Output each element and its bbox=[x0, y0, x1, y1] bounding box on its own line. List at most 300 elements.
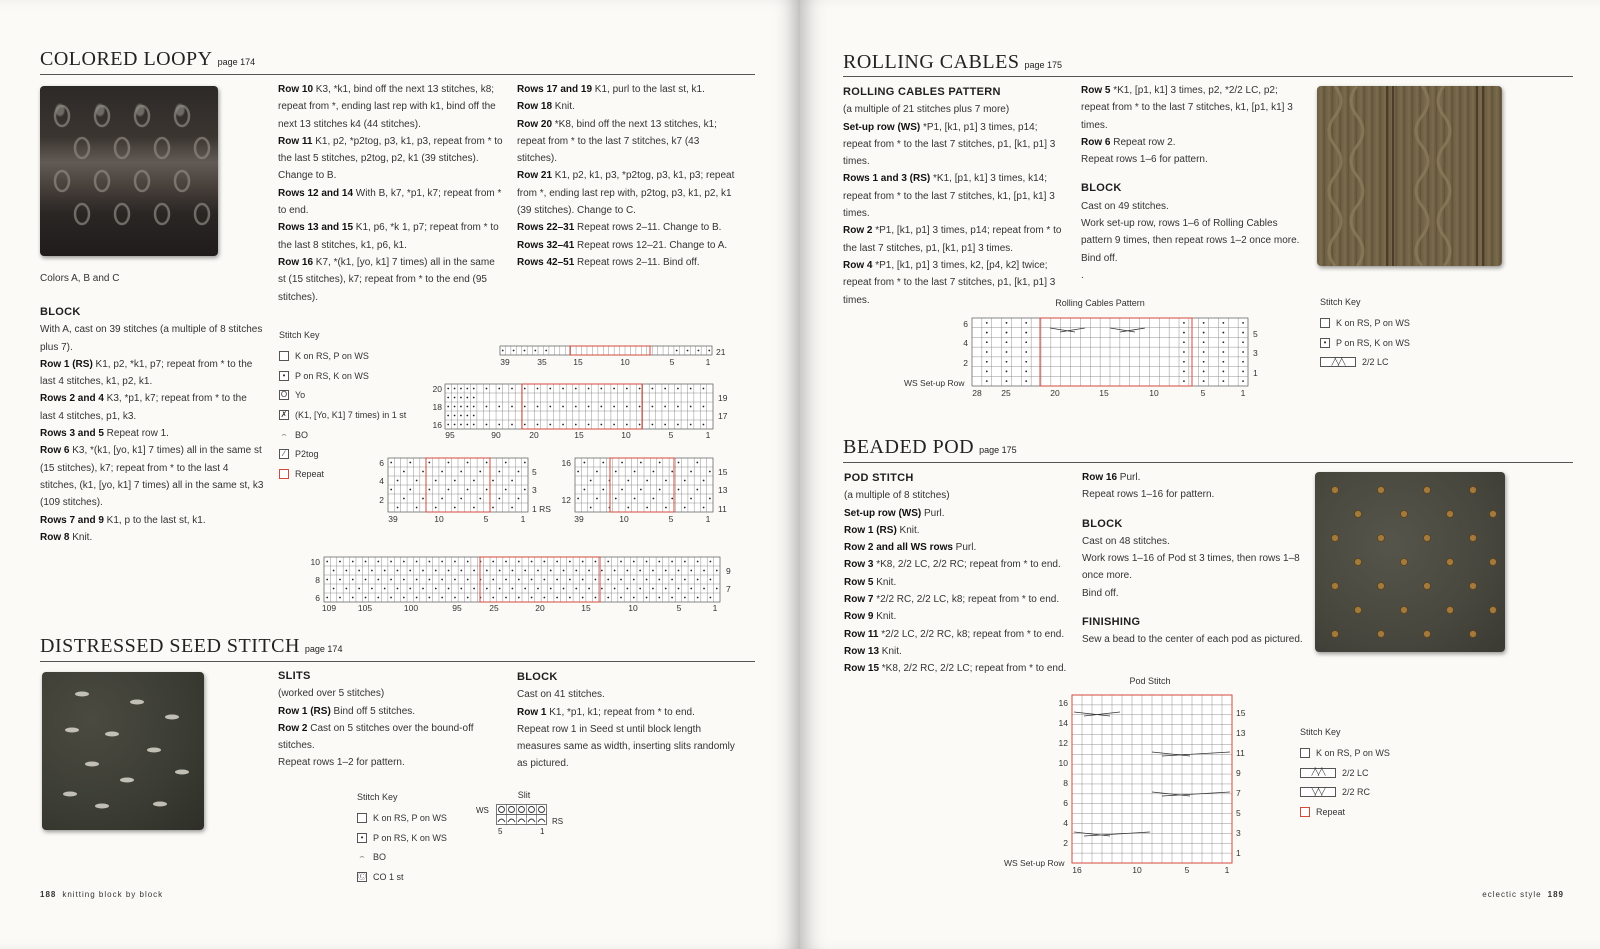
purl-dot bbox=[1006, 380, 1008, 382]
purl-dot bbox=[1025, 371, 1027, 373]
cables-col1 bbox=[843, 84, 1068, 309]
footer-text: knitting block by block bbox=[62, 890, 164, 899]
instruction-text: Repeat rows 1–6 for pattern. bbox=[1081, 154, 1208, 166]
purl-dot bbox=[518, 498, 520, 500]
instruction-line bbox=[517, 219, 742, 236]
subsection-heading: BLOCK bbox=[1081, 182, 1122, 195]
footer-text: eclectic style bbox=[1482, 890, 1542, 899]
subsection-heading: POD STITCH bbox=[844, 472, 914, 484]
instruction-line bbox=[1081, 198, 1306, 215]
purl-dot bbox=[511, 424, 513, 426]
row-label: Row 1 (RS) bbox=[278, 705, 331, 717]
purl-dot bbox=[428, 462, 430, 464]
purl-dot bbox=[678, 489, 680, 491]
purl-dot bbox=[690, 570, 692, 572]
instruction-line bbox=[278, 81, 503, 133]
slits-column bbox=[278, 668, 503, 772]
purl-dot bbox=[710, 579, 712, 581]
purl-dot bbox=[621, 462, 623, 464]
purl-dot bbox=[550, 588, 552, 590]
instruction-text: Repeat row 2. bbox=[1110, 136, 1176, 148]
section-rule bbox=[843, 462, 1573, 463]
instruction-line bbox=[843, 101, 1068, 118]
purl-dot bbox=[986, 351, 988, 353]
purl-dot bbox=[473, 507, 475, 509]
axis-label: 5 bbox=[1236, 808, 1241, 818]
purl-dot bbox=[1242, 371, 1244, 373]
purl-dot bbox=[403, 579, 405, 581]
instruction-line bbox=[40, 390, 265, 425]
axis-label: 16 bbox=[1072, 865, 1082, 875]
row-label: Row 10 bbox=[278, 84, 314, 95]
purl-dot bbox=[505, 561, 507, 563]
purl-dot bbox=[403, 561, 405, 563]
purl-dot bbox=[448, 489, 450, 491]
purl-dot bbox=[518, 471, 520, 473]
purl-dot bbox=[448, 462, 450, 464]
stitch-key-item bbox=[357, 867, 497, 887]
instruction-text: *K8, bind off the next 13 stitches, k1; repeat from * to the last 7 stitches, k7 (43 stitches). bbox=[517, 118, 717, 165]
purl-dot bbox=[339, 597, 341, 599]
chart-setup-label: WS Set-up Row bbox=[1004, 858, 1065, 868]
purl-dot bbox=[577, 471, 579, 473]
instruction-line bbox=[278, 254, 503, 306]
purl-dot bbox=[1222, 380, 1224, 382]
instruction-text: With B, k7, *p1, k7; repeat from * to end. bbox=[278, 187, 502, 217]
stitch-key-item bbox=[1300, 743, 1440, 763]
instruction-text: Bind off. bbox=[1082, 587, 1119, 599]
purl-dot bbox=[986, 361, 988, 363]
axis-label: 2 bbox=[379, 495, 384, 505]
instruction-text: K1, p2, *k1, p7; repeat from * to the last 4 stitches, k1, p2, k1. bbox=[40, 358, 253, 388]
purl-dot bbox=[358, 570, 360, 572]
axis-label: 17 bbox=[718, 411, 728, 421]
instruction-line bbox=[843, 222, 1068, 257]
purl-dot bbox=[690, 471, 692, 473]
purl-dot bbox=[473, 424, 475, 426]
subsection-heading: BLOCK bbox=[517, 671, 558, 683]
purl-dot bbox=[454, 597, 456, 599]
axis-label: 5 bbox=[1184, 865, 1190, 875]
purl-dot bbox=[602, 489, 604, 491]
row-label: Row 4 bbox=[843, 259, 873, 271]
stitch-key-label: K on RS, P on WS bbox=[373, 812, 447, 823]
stitch-key-label: Repeat bbox=[1316, 806, 1346, 817]
page-number: 188 bbox=[40, 890, 57, 899]
purl-dot bbox=[409, 489, 411, 491]
instruction-line bbox=[517, 237, 742, 254]
chart-axis-labels bbox=[1059, 698, 1069, 848]
purl-dot bbox=[511, 406, 513, 408]
purl-dot bbox=[492, 597, 494, 599]
purl-dot bbox=[454, 424, 456, 426]
purl-dot bbox=[1203, 332, 1205, 334]
purl-dot bbox=[653, 471, 655, 473]
purl-dot bbox=[1006, 371, 1008, 373]
purl-dot bbox=[665, 480, 667, 482]
axis-label: 2 bbox=[1063, 838, 1068, 848]
instruction-line bbox=[1082, 585, 1307, 602]
purl-dot bbox=[390, 579, 392, 581]
axis-label: 11 bbox=[718, 504, 727, 514]
purl-dot bbox=[371, 570, 373, 572]
purl-dot bbox=[358, 588, 360, 590]
row-label: Row 7 bbox=[844, 594, 874, 606]
purl-dot bbox=[390, 489, 392, 491]
purl-dot bbox=[479, 498, 481, 500]
purl-dot bbox=[409, 462, 411, 464]
stitch-key-item bbox=[1300, 763, 1440, 783]
axis-label: 15 bbox=[573, 357, 583, 367]
purl-dot bbox=[460, 415, 462, 417]
purl-dot bbox=[1242, 332, 1244, 334]
purl-dot bbox=[1203, 322, 1205, 324]
purl-dot bbox=[634, 471, 636, 473]
row-label: Row 3 bbox=[844, 559, 874, 571]
row-label: Rows 42–51 bbox=[517, 256, 575, 268]
purl-dot bbox=[371, 588, 373, 590]
purl-dot bbox=[577, 498, 579, 500]
chart-axis-labels bbox=[445, 430, 710, 440]
purl-dot bbox=[422, 498, 424, 500]
purl-dot bbox=[698, 350, 700, 352]
purl-dot bbox=[524, 588, 526, 590]
purl-dot bbox=[671, 498, 673, 500]
purl-dot bbox=[524, 570, 526, 572]
purl-dot bbox=[676, 350, 678, 352]
subsection-heading: BLOCK bbox=[1082, 517, 1123, 530]
purl-dot bbox=[365, 597, 367, 599]
instruction-line bbox=[843, 170, 1068, 222]
axis-label: 15 bbox=[718, 467, 728, 477]
purl-dot bbox=[1183, 341, 1185, 343]
purl-dot bbox=[416, 480, 418, 482]
purl-dot bbox=[563, 570, 565, 572]
instruction-text: Knit. bbox=[552, 101, 575, 113]
purl-dot bbox=[416, 561, 418, 563]
purl-dot bbox=[601, 570, 603, 572]
instruction-line bbox=[844, 487, 1069, 504]
purl-dot bbox=[703, 388, 705, 390]
axis-label: 25 bbox=[489, 603, 499, 613]
instruction-text: Sew a bead to the center of each pod as pictured. bbox=[1082, 634, 1303, 646]
section-rule bbox=[40, 661, 755, 662]
purl-dot bbox=[409, 570, 411, 572]
axis-label: 11 bbox=[1236, 748, 1245, 758]
purl-dot bbox=[454, 397, 456, 399]
instruction-line bbox=[844, 660, 1069, 677]
instruction-line bbox=[40, 356, 265, 391]
axis-label: 10 bbox=[619, 514, 629, 524]
pod-key-items bbox=[1300, 743, 1440, 822]
purl-dot bbox=[390, 561, 392, 563]
purl-dot bbox=[620, 579, 622, 581]
axis-label: 109 bbox=[321, 603, 337, 613]
axis-label: 1 bbox=[1224, 865, 1230, 875]
purl-dot bbox=[397, 480, 399, 482]
axis-label: 15 bbox=[574, 430, 584, 440]
purl-dot bbox=[537, 570, 539, 572]
cables-col1-body bbox=[843, 84, 1068, 309]
row-label: Row 1 (RS) bbox=[40, 358, 93, 370]
axis-label: 35 bbox=[537, 357, 547, 367]
chart-axis-labels bbox=[972, 388, 1245, 398]
rolling-cables-swatch-image bbox=[1317, 86, 1502, 266]
purl-dot bbox=[537, 406, 539, 408]
purl-dot bbox=[697, 561, 699, 563]
purl-dot bbox=[326, 597, 328, 599]
purl-dot bbox=[1025, 332, 1027, 334]
instruction-text: (a multiple of 21 stitches plus 7 more) bbox=[843, 104, 1010, 116]
purl-dot bbox=[575, 406, 577, 408]
purl-dot bbox=[986, 341, 988, 343]
purl-dot bbox=[460, 498, 462, 500]
purl-dot bbox=[518, 597, 520, 599]
purl-dot bbox=[607, 579, 609, 581]
purl-dot bbox=[651, 424, 653, 426]
purl-dot bbox=[703, 480, 705, 482]
purl-dot bbox=[646, 507, 648, 509]
purl-dot bbox=[345, 588, 347, 590]
purl-dot bbox=[696, 462, 698, 464]
axis-label: 3 bbox=[1236, 828, 1241, 838]
purl-dot bbox=[614, 570, 616, 572]
purl-dot bbox=[633, 579, 635, 581]
purl-dot bbox=[1006, 361, 1008, 363]
instruction-line bbox=[844, 626, 1069, 643]
instruction-line bbox=[517, 721, 742, 773]
instruction-text: Repeat row 1 in Seed st until block length measures same as width, inserting slits randomly as pictured. bbox=[517, 723, 735, 770]
instruction-text: *K8, 2/2 LC, 2/2 RC; repeat from * to end. bbox=[873, 559, 1061, 571]
row-label: Rows 2 and 4 bbox=[40, 393, 104, 405]
loopy-pattern bbox=[40, 86, 218, 256]
purl-dot bbox=[626, 424, 628, 426]
purl-dot bbox=[690, 588, 692, 590]
purl-dot bbox=[582, 561, 584, 563]
instruction-text: *K1, [p1, k1] 3 times, k14; repeat from * to the last 7 stitches, k1, [p1, k1] 3 times. bbox=[843, 173, 1055, 220]
purl-dot bbox=[584, 489, 586, 491]
purl-dot bbox=[562, 388, 564, 390]
purl-dot bbox=[664, 388, 666, 390]
purl-dot bbox=[486, 462, 488, 464]
loopy-col2-body bbox=[278, 81, 503, 306]
right-footer bbox=[1480, 890, 1570, 899]
purl-dot bbox=[492, 579, 494, 581]
purl-dot bbox=[709, 498, 711, 500]
stitch-key-label: K on RS, P on WS bbox=[1316, 747, 1390, 758]
purl-dot bbox=[537, 424, 539, 426]
purl-dot bbox=[339, 579, 341, 581]
instruction-text: Repeat rows 1–2 for pattern. bbox=[278, 757, 405, 769]
axis-label: 1 bbox=[705, 430, 711, 440]
axis-label: 105 bbox=[357, 603, 373, 613]
axis-label: 14 bbox=[1058, 718, 1068, 728]
purl-dot bbox=[1006, 351, 1008, 353]
stitch-symbol-icon bbox=[357, 813, 367, 823]
purl-dot bbox=[498, 388, 500, 390]
purl-dot bbox=[473, 388, 475, 390]
distressed-seed-swatch-image bbox=[42, 672, 204, 830]
axis-label: 95 bbox=[445, 430, 455, 440]
purl-dot bbox=[486, 406, 488, 408]
pod-col2 bbox=[1082, 469, 1307, 649]
purl-dot bbox=[1025, 322, 1027, 324]
purl-dot bbox=[486, 424, 488, 426]
instruction-text: Knit. bbox=[896, 524, 920, 536]
purl-dot bbox=[986, 380, 988, 382]
stitch-symbol-icon: ⌢ bbox=[359, 852, 365, 862]
purl-dot bbox=[377, 597, 379, 599]
purl-dot bbox=[441, 561, 443, 563]
purl-dot bbox=[454, 507, 456, 509]
purl-dot bbox=[467, 462, 469, 464]
row-label: Row 5 bbox=[1081, 85, 1111, 96]
stitch-symbol-icon: • bbox=[279, 371, 289, 381]
purl-dot bbox=[352, 561, 354, 563]
purl-dot bbox=[1222, 361, 1224, 363]
instruction-line bbox=[517, 704, 742, 721]
purl-dot bbox=[466, 397, 468, 399]
purl-dot bbox=[531, 597, 533, 599]
purl-dot bbox=[590, 507, 592, 509]
purl-dot bbox=[511, 388, 513, 390]
colors-note bbox=[40, 270, 260, 287]
purl-dot bbox=[511, 480, 513, 482]
instruction-line bbox=[278, 720, 503, 755]
instruction-line bbox=[1081, 250, 1306, 267]
purl-dot bbox=[703, 570, 705, 572]
purl-dot bbox=[435, 480, 437, 482]
stitch-symbol-icon: ╱╲╱╲ bbox=[1300, 768, 1336, 778]
slit-x-5: 5 bbox=[498, 827, 503, 836]
purl-dot bbox=[448, 570, 450, 572]
row-label: Rows 7 and 9 bbox=[40, 514, 104, 526]
purl-dot bbox=[646, 579, 648, 581]
instruction-text: *2/2 LC, 2/2 RC, k8; repeat from * to end. bbox=[878, 628, 1065, 640]
axis-label: 12 bbox=[561, 495, 571, 505]
purl-dot bbox=[397, 507, 399, 509]
instruction-line bbox=[843, 257, 1068, 309]
seed-block-column bbox=[517, 669, 742, 773]
axis-label: 6 bbox=[963, 319, 968, 329]
stitch-symbol-icon: ╱╲╱╲ bbox=[1320, 357, 1356, 367]
instruction-line bbox=[517, 116, 742, 168]
instruction-text: K1, p2, k1, p3, *p2tog, p3, k1, p3; repeat from *, ending last rep with, p2tog, p3, k1, p2, k1 (39 stitches). Change to C. bbox=[517, 170, 735, 217]
purl-dot bbox=[646, 561, 648, 563]
purl-dot bbox=[596, 498, 598, 500]
purl-dot bbox=[620, 561, 622, 563]
colored-loopy-charts bbox=[300, 340, 740, 620]
seed-block-body bbox=[517, 669, 742, 773]
purl-dot bbox=[639, 406, 641, 408]
purl-dot bbox=[1183, 361, 1185, 363]
purl-dot bbox=[1222, 351, 1224, 353]
slit-chart-grid bbox=[496, 804, 548, 844]
purl-dot bbox=[513, 350, 515, 352]
page-ref: page 175 bbox=[979, 445, 1017, 455]
purl-dot bbox=[627, 507, 629, 509]
purl-dot bbox=[639, 424, 641, 426]
purl-dot bbox=[664, 406, 666, 408]
purl-dot bbox=[473, 415, 475, 417]
purl-dot bbox=[441, 579, 443, 581]
instruction-line bbox=[843, 119, 1068, 171]
instruction-text: Bind off. bbox=[1081, 252, 1118, 264]
instruction-line bbox=[844, 574, 1069, 591]
instruction-text: Repeat rows 1–16 for pattern. bbox=[1082, 489, 1215, 501]
purl-dot bbox=[486, 388, 488, 390]
purl-dot bbox=[447, 397, 449, 399]
stitch-key-label: BO bbox=[295, 429, 309, 440]
instruction-line bbox=[1081, 215, 1306, 250]
instruction-text: Purl. bbox=[921, 507, 945, 519]
instruction-text: K1, purl to the last st, k1. bbox=[592, 84, 705, 95]
purl-dot bbox=[613, 388, 615, 390]
purl-dot bbox=[671, 597, 673, 599]
purl-dot bbox=[377, 561, 379, 563]
purl-dot bbox=[428, 561, 430, 563]
purl-dot bbox=[1006, 322, 1008, 324]
purl-dot bbox=[524, 489, 526, 491]
axis-label: 7 bbox=[726, 584, 731, 594]
chart-axis-labels bbox=[718, 393, 728, 421]
purl-dot bbox=[575, 424, 577, 426]
purl-dot bbox=[1025, 351, 1027, 353]
axis-label: 5 bbox=[483, 514, 489, 524]
stitch-key-label: K on RS, P on WS bbox=[1336, 317, 1410, 328]
subsection-heading: SLITS bbox=[278, 670, 311, 682]
purl-dot bbox=[640, 462, 642, 464]
purl-dot bbox=[1242, 361, 1244, 363]
row-label: Row 2 bbox=[278, 722, 308, 734]
axis-label: 16 bbox=[432, 420, 442, 430]
instruction-text: Knit. bbox=[879, 645, 902, 657]
purl-dot bbox=[447, 406, 449, 408]
axis-label: 10 bbox=[1149, 388, 1159, 398]
purl-dot bbox=[596, 471, 598, 473]
instruction-text: K1, p6, *k 1, p7; repeat from * to the last 8 stitches, k1, p6, k1. bbox=[278, 222, 499, 251]
purl-dot bbox=[550, 570, 552, 572]
axis-label: 6 bbox=[315, 593, 320, 603]
purl-dot bbox=[549, 388, 551, 390]
purl-dot bbox=[665, 570, 667, 572]
purl-dot bbox=[466, 415, 468, 417]
purl-dot bbox=[441, 471, 443, 473]
instruction-text: . bbox=[1081, 269, 1084, 281]
chart-axis-labels bbox=[726, 566, 731, 594]
purl-dot bbox=[556, 561, 558, 563]
stitch-symbol-icon: Ⓒ bbox=[358, 871, 366, 881]
purl-dot bbox=[671, 471, 673, 473]
purl-dot bbox=[615, 471, 617, 473]
purl-dot bbox=[534, 350, 536, 352]
instruction-text: *K1, [p1, k1] 3 times, p2, *2/2 LC, p2; repeat from * to the last 7 stitches, k1, [p1, k1] 3 times. bbox=[1081, 85, 1293, 131]
purl-dot bbox=[626, 570, 628, 572]
stitch-symbol-icon bbox=[279, 469, 289, 479]
axis-label: 6 bbox=[1063, 798, 1068, 808]
purl-dot bbox=[499, 570, 501, 572]
purl-dot bbox=[602, 462, 604, 464]
purl-dot bbox=[403, 597, 405, 599]
purl-dot bbox=[671, 561, 673, 563]
row-label: Row 21 bbox=[517, 170, 553, 182]
instruction-text: Cast on 5 stitches over the bound-off stitches. bbox=[278, 722, 474, 752]
purl-dot bbox=[651, 406, 653, 408]
row-label: Row 20 bbox=[517, 118, 553, 130]
instruction-text: (a multiple of 8 stitches) bbox=[844, 490, 950, 502]
row-label: Row 16 bbox=[1082, 472, 1118, 483]
purl-dot bbox=[435, 507, 437, 509]
